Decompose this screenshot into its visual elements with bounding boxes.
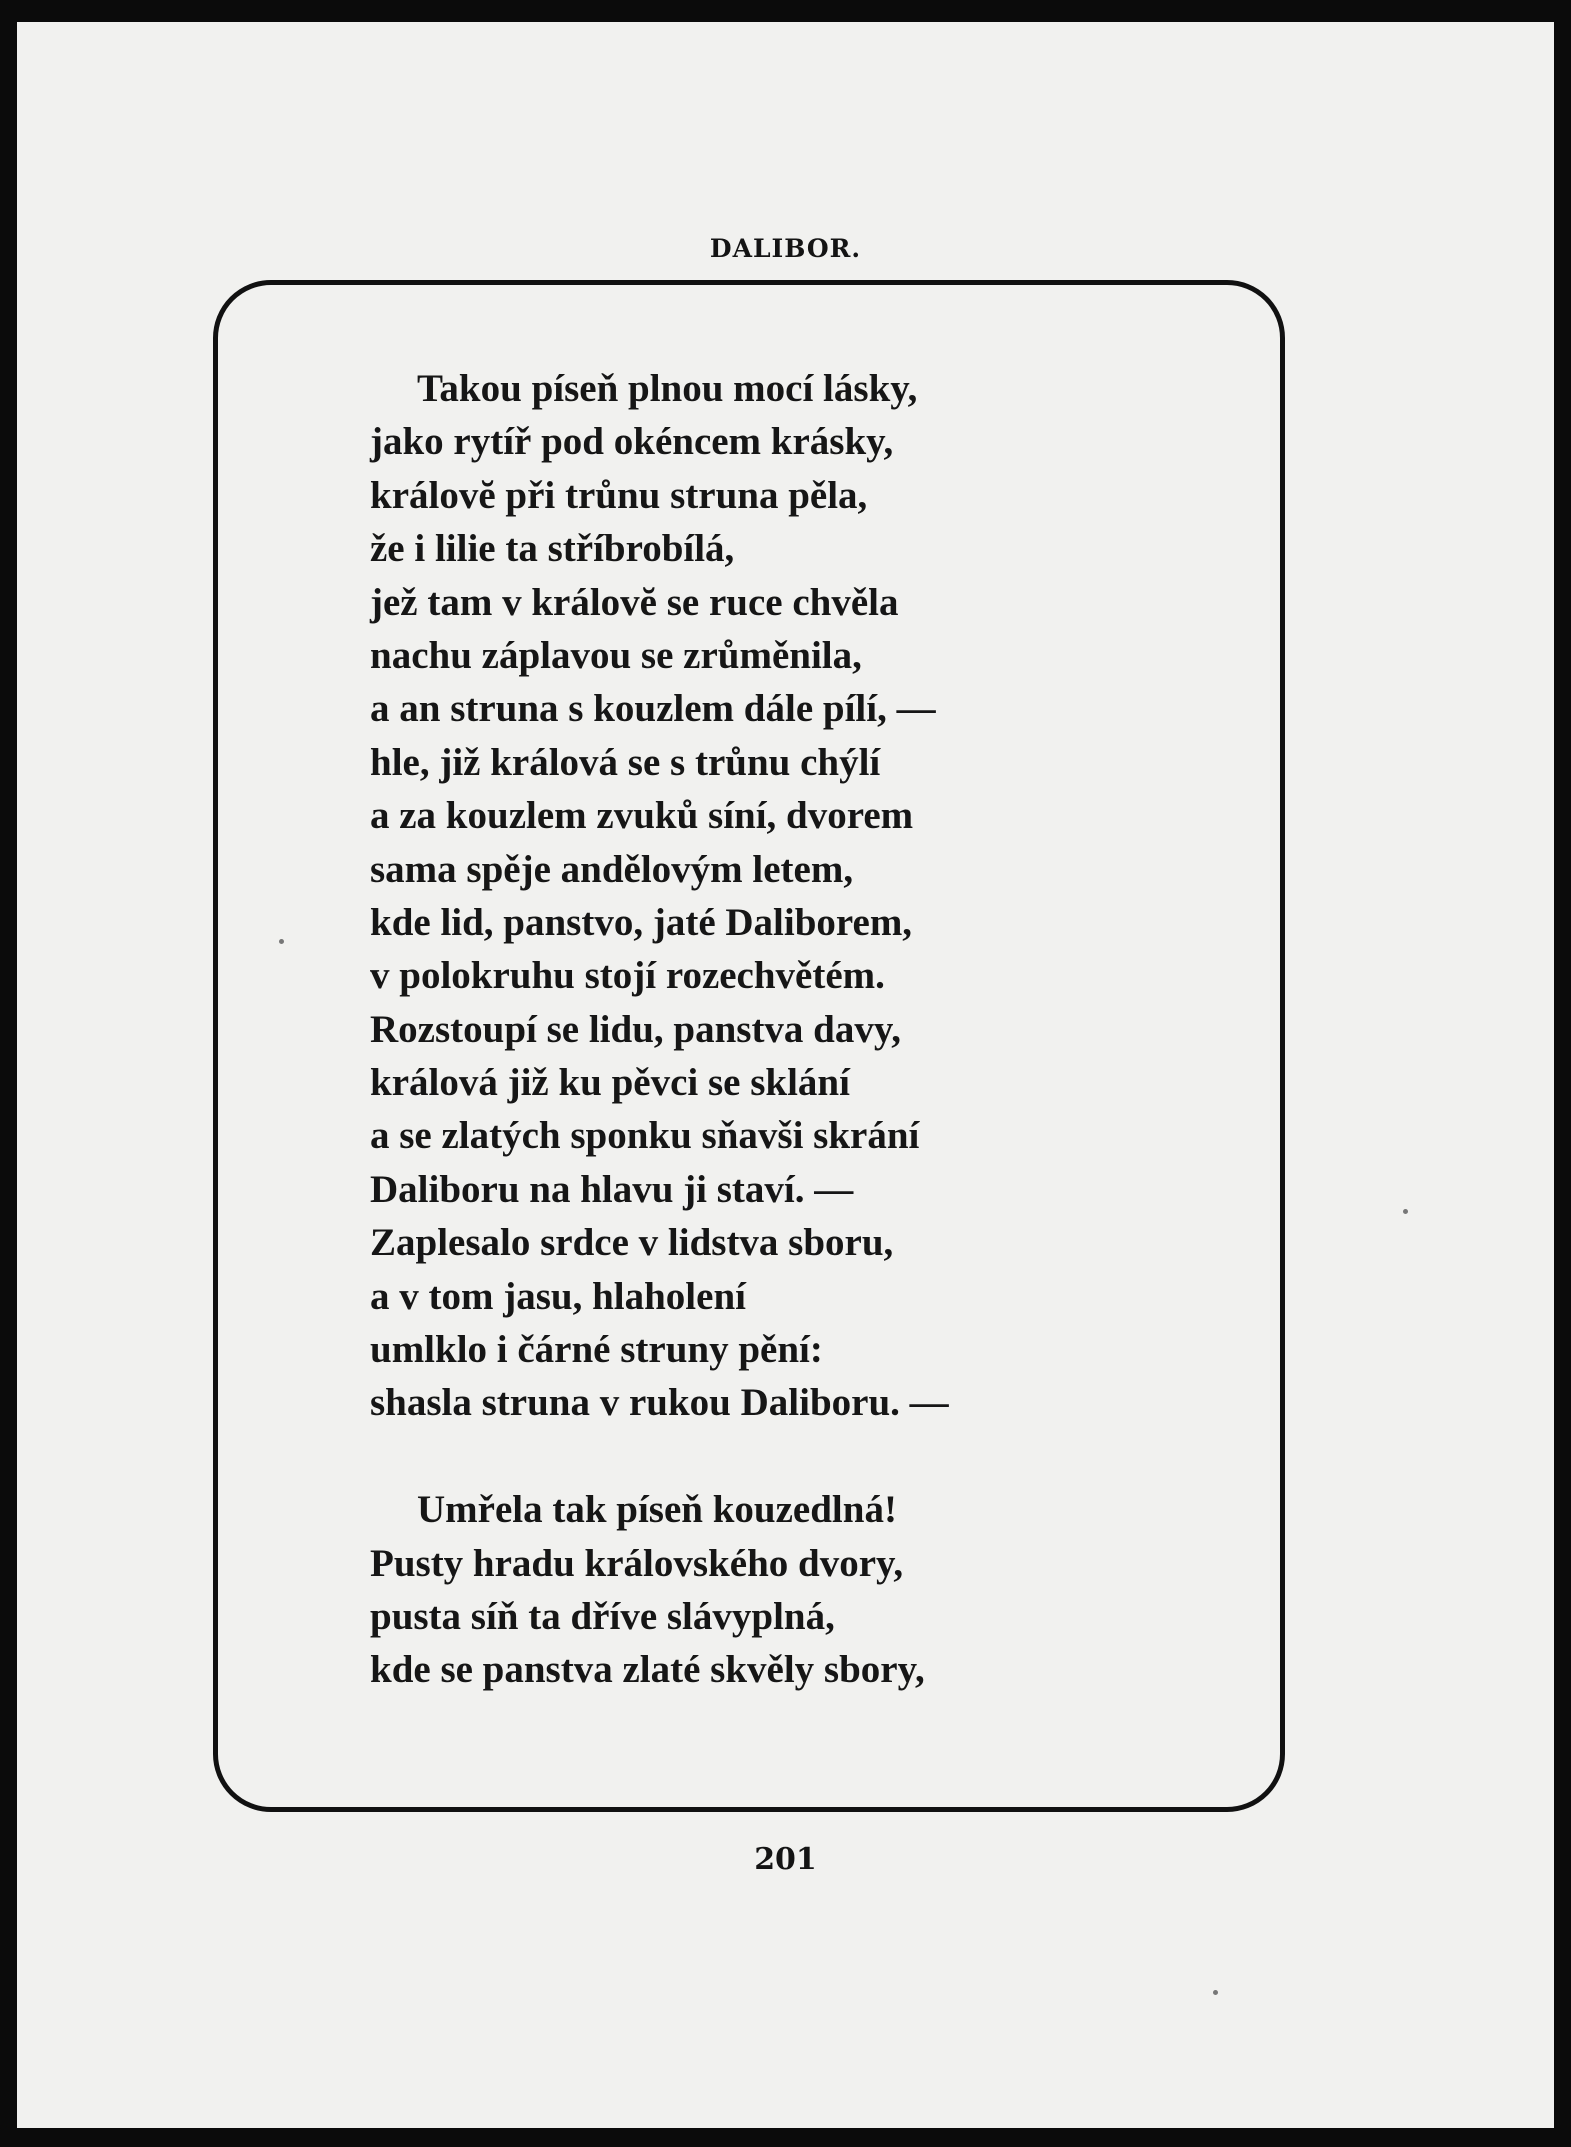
scan-edge-shadow	[0, 0, 17, 2147]
poem-line: Umřela tak píseň kouzedlná!	[417, 1488, 897, 1532]
poem-line: Takou píseň plnou mocí lásky,	[417, 367, 918, 410]
scan-speck	[1213, 1990, 1218, 1995]
poem-line: králová již ku pěvci se sklání	[370, 1061, 850, 1105]
poem-line: že i lilie ta stříbrobílá,	[370, 527, 735, 571]
poem-line: kde se panstva zlaté skvěly sbory,	[370, 1648, 925, 1692]
poem-line: a an struna s kouzlem dále pílí, —	[370, 687, 936, 731]
poem-line: hle, již králová se s trůnu chýlí	[370, 740, 881, 784]
poem-line: Zaplesalo srdce v lidstva sboru,	[370, 1221, 894, 1265]
scan-speck	[1403, 1209, 1408, 1214]
poem-line: Daliboru na hlavu ji staví. —	[370, 1167, 854, 1211]
stanza-2	[370, 1483, 1130, 1697]
running-head: DALIBOR.	[709, 234, 862, 263]
poem-line: pusta síň ta dříve slávyplná,	[370, 1594, 835, 1638]
book-page	[17, 22, 1554, 2128]
poem-line: jež tam v královĕ se ruce chvěla	[370, 580, 899, 624]
poem-line: sama spěje andělovým letem,	[370, 847, 854, 891]
poem-line: kde lid, panstvo, jaté Daliborem,	[370, 900, 913, 944]
poem-line: Pusty hradu královského dvory,	[370, 1541, 904, 1585]
poem-line: nachu záplavou se zrůměnila,	[370, 633, 862, 677]
poem-line: a za kouzlem zvuků síní, dvorem	[370, 794, 914, 838]
poem-line: v polokruhu stojí rozechvětém.	[370, 954, 885, 998]
poem-body	[370, 362, 1130, 1697]
poem-line: a v tom jasu, hlaholení	[370, 1274, 746, 1318]
scan-speck	[279, 939, 284, 944]
poem-line: královĕ při trůnu struna pěla,	[370, 473, 868, 517]
poem-line: Rozstoupí se lidu, panstva davy,	[370, 1007, 901, 1051]
poem-line: umlklo i čárné struny pění:	[370, 1328, 823, 1372]
stanza-1	[370, 362, 1130, 1430]
page-number: 201	[754, 1842, 817, 1877]
poem-line: a se zlatých sponku sňavši skrání	[370, 1114, 920, 1158]
poem-line: jako rytíř pod okéncem krásky,	[370, 420, 894, 464]
poem-line: shasla struna v rukou Daliboru. —	[370, 1381, 949, 1425]
